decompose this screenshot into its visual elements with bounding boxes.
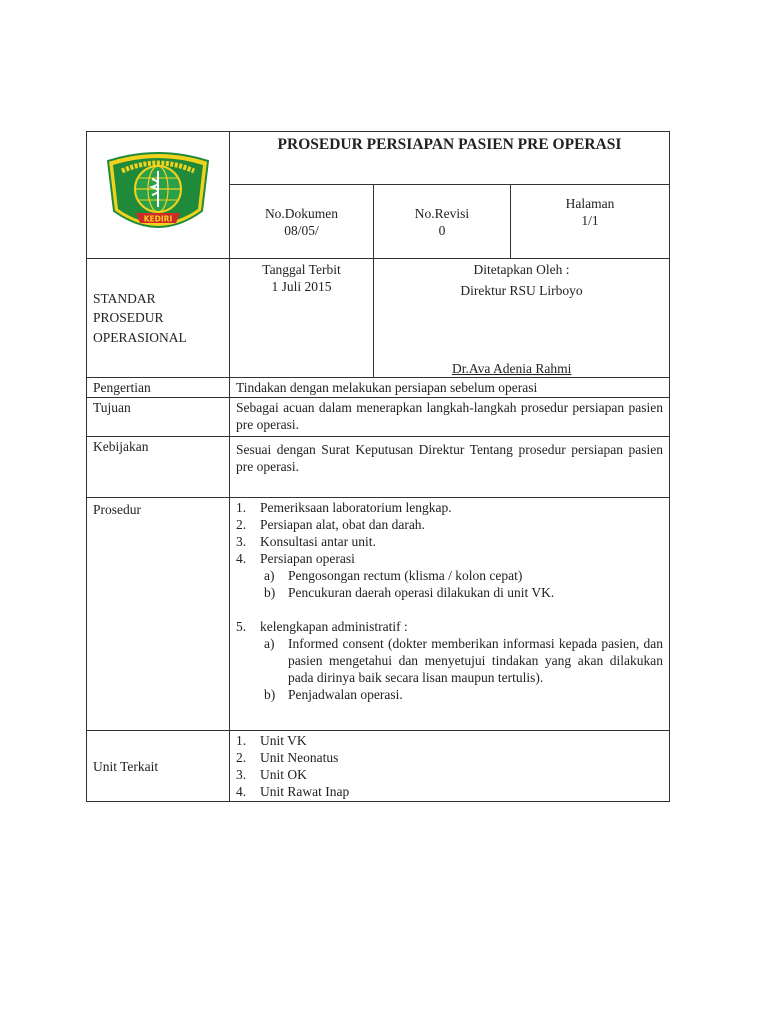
tanggal-terbit-value: 1 Juli 2015 [271,279,332,294]
document-title: PROSEDUR PERSIAPAN PASIEN PRE OPERASI [230,132,670,185]
prosedur-content [230,498,670,731]
ditetapkan-cell [374,259,670,378]
sop-document [86,131,669,802]
logo-cell [87,132,230,259]
no-revisi-value: 0 [438,223,446,238]
tanggal-terbit-label: Tanggal Terbit [262,262,341,277]
logo-text: KEDIRI [143,214,173,224]
kebijakan-label: Kebijakan [87,437,230,498]
list-item: 3. Konsultasi antar unit. [236,534,376,549]
sop-label-cell [87,259,230,378]
sop-label-line: PROSEDUR [93,310,164,326]
sub-list-item: b) Pencukuran daerah operasi dilakukan di unit VK. [264,585,555,600]
list-item: 4. Persiapan operasi [236,551,355,566]
list-item: 4. Unit Rawat Inap [236,784,350,799]
list-item: 1. Pemeriksaan laboratorium lengkap. [236,500,452,515]
halaman-value: 1/1 [581,213,599,228]
prosedur-list [236,499,663,703]
no-dokumen-label: No.Dokumen [264,206,339,221]
unit-terkait-label: Unit Terkait [87,731,230,802]
hospital-logo [102,151,214,235]
sop-table [86,131,670,802]
no-revisi-label: No.Revisi [414,206,470,221]
ditetapkan-label: Ditetapkan Oleh : [473,262,570,277]
tanggal-terbit-cell [230,259,374,378]
unit-terkait-content [230,731,670,802]
ditetapkan-value: Direktur RSU Lirboyo [460,283,583,298]
sop-label-line: STANDAR [93,290,156,306]
tujuan-label: Tujuan [87,398,230,437]
sub-list-item: a) Pengosongan rectum (klisma / kolon cepat) [264,568,523,583]
pengertian-text: Tindakan dengan melakukan persiapan sebelum operasi [230,378,670,398]
pengertian-label: Pengertian [87,378,230,398]
tujuan-text: Sebagai acuan dalam menerapkan langkah-langkah prosedur persiapan pasien pre operasi. [230,398,670,437]
no-revisi-cell [374,185,511,259]
no-dokumen-value: 08/05/ [284,223,319,238]
prosedur-label: Prosedur [87,498,230,731]
sub-list-item: b) Penjadwalan operasi. [264,687,403,702]
list-item: 5. kelengkapan administratif : [236,619,408,634]
kebijakan-text: Sesuai dengan Surat Keputusan Direktur Tentang prosedur persiapan pasien pre operasi. [230,437,670,498]
list-item: 2. Unit Neonatus [236,750,339,765]
no-dokumen-cell [230,185,374,259]
list-item: 2. Persiapan alat, obat dan darah. [236,517,425,532]
list-item: 1. Unit VK [236,733,307,748]
halaman-label: Halaman [565,196,615,211]
list-item: 3. Unit OK [236,767,307,782]
signatory-name: Dr.Ava Adenia Rahmi [452,361,572,376]
halaman-cell [511,185,670,259]
sub-list-item: a) Informed consent (dokter memberikan informasi kepada pasien, dan pasien mengetahui dan menyetujui tindakan yang akan dilakukan pada dirinya baik secara lisan maupun tertulis). [264,636,663,685]
sop-label-line: OPERASIONAL [93,329,187,345]
